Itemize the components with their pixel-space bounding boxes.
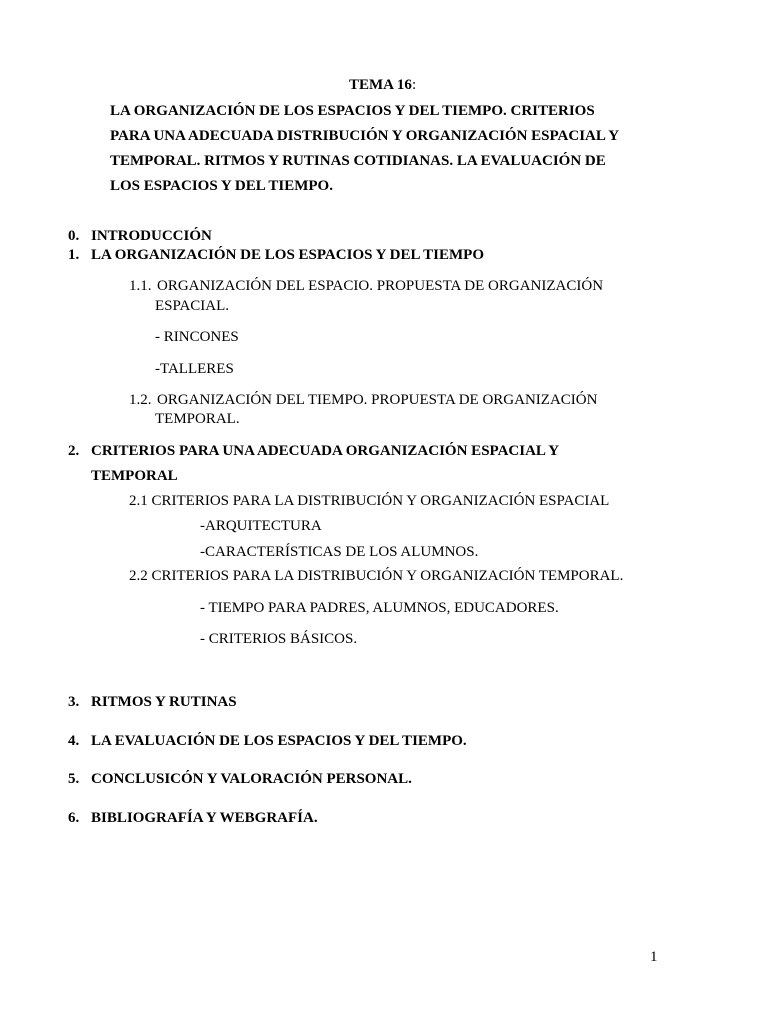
section-3-label: RITMOS Y RUTINAS — [91, 694, 237, 710]
page-number: 1 — [650, 949, 658, 965]
subsection-1-1-line-1: ORGANIZACIÓN DEL ESPACIO. PROPUESTA DE ORGANIZACIÓN — [157, 278, 604, 294]
section-4-number: 4. — [68, 733, 80, 749]
subsection-2-1-item-arquitectura: -ARQUITECTURA — [200, 518, 322, 534]
section-6-number: 6. — [68, 810, 80, 826]
topic-title-line-2: PARA UNA ADECUADA DISTRIBUCIÓN Y ORGANIZACIÓN ESPACIAL Y — [110, 128, 620, 144]
subsection-2-1-item-caracteristicas: -CARACTERÍSTICAS DE LOS ALUMNOS. — [200, 544, 479, 560]
subsection-2-1-label: 2.1 CRITERIOS PARA LA DISTRIBUCIÓN Y ORGANIZACIÓN ESPACIAL — [129, 493, 610, 509]
subsection-1-1-item-talleres: -TALLERES — [155, 361, 234, 377]
subsection-2-2-label: 2.2 CRITERIOS PARA LA DISTRIBUCIÓN Y ORGANIZACIÓN TEMPORAL. — [129, 568, 624, 584]
subsection-1-1-item-rincones: - RINCONES — [155, 329, 239, 345]
section-6-label: BIBLIOGRAFÍA Y WEBGRAFÍA. — [91, 810, 318, 826]
section-1-number: 1. — [68, 247, 80, 263]
section-2-line-1: CRITERIOS PARA UNA ADECUADA ORGANIZACIÓN ESPACIAL Y — [91, 443, 560, 459]
subsection-1-1-line-2: ESPACIAL. — [155, 298, 230, 314]
subsection-1-2-number: 1.2. — [129, 392, 152, 408]
section-2-line-2: TEMPORAL — [91, 468, 178, 484]
section-5-label: CONCLUSICÓN Y VALORACIÓN PERSONAL. — [91, 771, 412, 787]
topic-title-line-1: LA ORGANIZACIÓN DE LOS ESPACIOS Y DEL TIEMPO. CRITERIOS — [110, 103, 595, 119]
section-1-label: LA ORGANIZACIÓN DE LOS ESPACIOS Y DEL TIEMPO — [91, 247, 484, 263]
section-0-label: INTRODUCCIÓN — [91, 228, 212, 244]
section-0-number: 0. — [68, 228, 80, 244]
subsection-1-1-number: 1.1. — [129, 278, 152, 294]
subsection-1-2-line-2: TEMPORAL. — [155, 411, 240, 427]
topic-number: TEMA 16 — [349, 77, 412, 93]
subsection-2-2-item-tiempo: - TIEMPO PARA PADRES, ALUMNOS, EDUCADORES. — [200, 600, 559, 616]
topic-title-line-3: TEMPORAL. RITMOS Y RUTINAS COTIDIANAS. LA EVALUACIÓN DE — [110, 153, 606, 169]
topic-title-line-4: LOS ESPACIOS Y DEL TIEMPO. — [110, 178, 333, 194]
topic-heading — [349, 78, 416, 93]
topic-colon: : — [411, 77, 417, 93]
section-2-number: 2. — [68, 443, 80, 459]
subsection-1-2-line-1: ORGANIZACIÓN DEL TIEMPO. PROPUESTA DE ORGANIZACIÓN — [157, 392, 598, 408]
section-4-label: LA EVALUACIÓN DE LOS ESPACIOS Y DEL TIEMPO. — [91, 733, 467, 749]
section-3-number: 3. — [68, 694, 80, 710]
subsection-2-2-item-criterios: - CRITERIOS BÁSICOS. — [200, 631, 358, 647]
section-5-number: 5. — [68, 771, 80, 787]
